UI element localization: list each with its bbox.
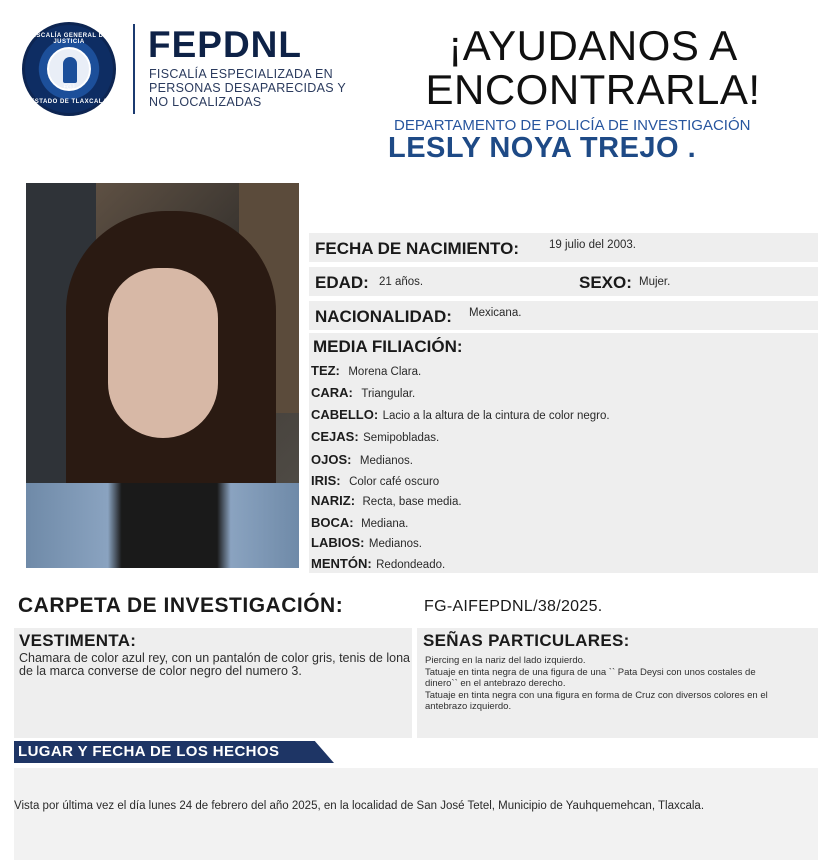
vestimenta-text: Chamara de color azul rey, con un pantalón de color gris, tenis de lona de la marca converse de color negro del numero 3. <box>19 651 410 678</box>
senas-title: SEÑAS PARTICULARES: <box>423 631 630 650</box>
birth-label: FECHA DE NACIMIENTO: <box>315 239 519 258</box>
nationality-label: NACIONALIDAD: <box>315 307 452 326</box>
filiacion-value: Mediana. <box>361 518 409 530</box>
seal-text-top: FISCALÍA GENERAL DE JUSTICIA <box>30 33 108 45</box>
senas-list <box>425 655 775 713</box>
filiacion-item <box>311 492 462 510</box>
missing-person-name: LESLY NOYA TREJO . <box>388 132 697 164</box>
help-headline <box>388 24 798 112</box>
filiacion-label: CEJAS: <box>311 429 359 444</box>
filiacion-label: NARIZ: <box>311 493 356 508</box>
fiscalia-seal-logo <box>22 22 116 116</box>
filiacion-label: MENTÓN: <box>311 556 372 571</box>
birth-value: 19 julio del 2003. <box>549 239 636 251</box>
brand-sub-line: NO LOCALIZADAS <box>149 95 262 109</box>
missing-person-photo <box>26 183 299 568</box>
sex-value: Mujer. <box>639 276 671 288</box>
filiacion-label: BOCA: <box>311 515 354 530</box>
photo-face <box>108 268 218 438</box>
vestimenta-panel <box>14 628 412 738</box>
filiacion-label: IRIS: <box>311 473 341 488</box>
filiacion-value: Color café oscuro <box>349 476 440 488</box>
filiacion-label: CARA: <box>311 385 353 400</box>
vestimenta-title: VESTIMENTA: <box>19 631 137 650</box>
filiacion-label: LABIOS: <box>311 535 365 550</box>
senas-item: Piercing en la nariz del lado izquierdo. <box>425 655 586 666</box>
help-line: ENCONTRARLA! <box>425 66 761 113</box>
filiacion-value: Medianos. <box>359 455 413 467</box>
carpeta-value: FG-AIFEPDNL/38/2025. <box>424 598 603 615</box>
filiacion-value: Recta, base media. <box>362 496 462 508</box>
filiacion-value: Triangular. <box>361 388 416 400</box>
age-sex-row <box>309 267 818 296</box>
filiacion-item <box>311 514 408 532</box>
senas-item: Tatuaje en tinta negra con una figura en forma de Cruz con diversos colores en el antebrazo izquierdo. <box>425 689 768 712</box>
lugar-title: LUGAR Y FECHA DE LOS HECHOS <box>18 743 280 760</box>
brand-name: FEPDNL <box>148 24 302 65</box>
header-divider <box>133 24 135 114</box>
filiacion-item <box>311 534 422 552</box>
seal-text-bottom: ESTADO DE TLAXCALA <box>30 99 108 105</box>
filiacion-panel <box>309 333 818 573</box>
filiacion-item <box>311 555 445 573</box>
lugar-text: Vista por última vez el día lunes 24 de febrero del año 2025, en la localidad de San José Tetel, Municipio de Yauhquemehcan, Tlaxcala. <box>14 800 705 812</box>
birth-row <box>309 233 818 262</box>
filiacion-value: Medianos. <box>368 538 422 550</box>
filiacion-item <box>311 428 439 446</box>
filiacion-value: Redondeado. <box>376 559 446 571</box>
brand-subtitle <box>149 67 369 109</box>
filiacion-label: CABELLO: <box>311 407 379 422</box>
filiacion-value: Semipobladas. <box>363 432 440 444</box>
brand-sub-line: FISCALÍA ESPECIALIZADA EN <box>149 67 333 81</box>
filiacion-value: Lacio a la altura de la cintura de color negro. <box>382 410 610 422</box>
filiacion-item <box>311 406 610 424</box>
carpeta-label: CARPETA DE INVESTIGACIÓN: <box>18 594 344 617</box>
filiacion-label: OJOS: <box>311 452 352 467</box>
filiacion-item <box>311 451 413 469</box>
filiacion-item <box>311 362 421 380</box>
filiacion-label: TEZ: <box>311 363 340 378</box>
justice-figure-icon <box>63 57 77 83</box>
brand-sub-line: PERSONAS DESAPARECIDAS Y <box>149 81 347 95</box>
nationality-row <box>309 301 818 330</box>
filiacion-value: Morena Clara. <box>348 366 422 378</box>
lugar-panel <box>14 768 818 860</box>
filiacion-title: MEDIA FILIACIÓN: <box>313 337 463 356</box>
senas-item: Tatuaje en tinta negra de una figura de una `` Pata Deysi con unos costales de dinero`` en el antebrazo derecho. <box>425 666 756 689</box>
senas-panel <box>417 628 818 738</box>
seal-sub: FGJ <box>63 85 75 91</box>
photo-jacket <box>26 483 299 568</box>
age-label: EDAD: <box>315 273 369 292</box>
filiacion-item <box>311 472 439 490</box>
filiacion-item <box>311 384 415 402</box>
sex-label: SEXO: <box>579 273 632 292</box>
age-value: 21 años. <box>379 276 424 288</box>
nationality-value: Mexicana. <box>469 307 522 319</box>
help-line: ¡AYUDANOS A <box>448 22 738 69</box>
department-name: DEPARTAMENTO DE POLICÍA DE INVESTIGACIÓN <box>394 117 751 134</box>
